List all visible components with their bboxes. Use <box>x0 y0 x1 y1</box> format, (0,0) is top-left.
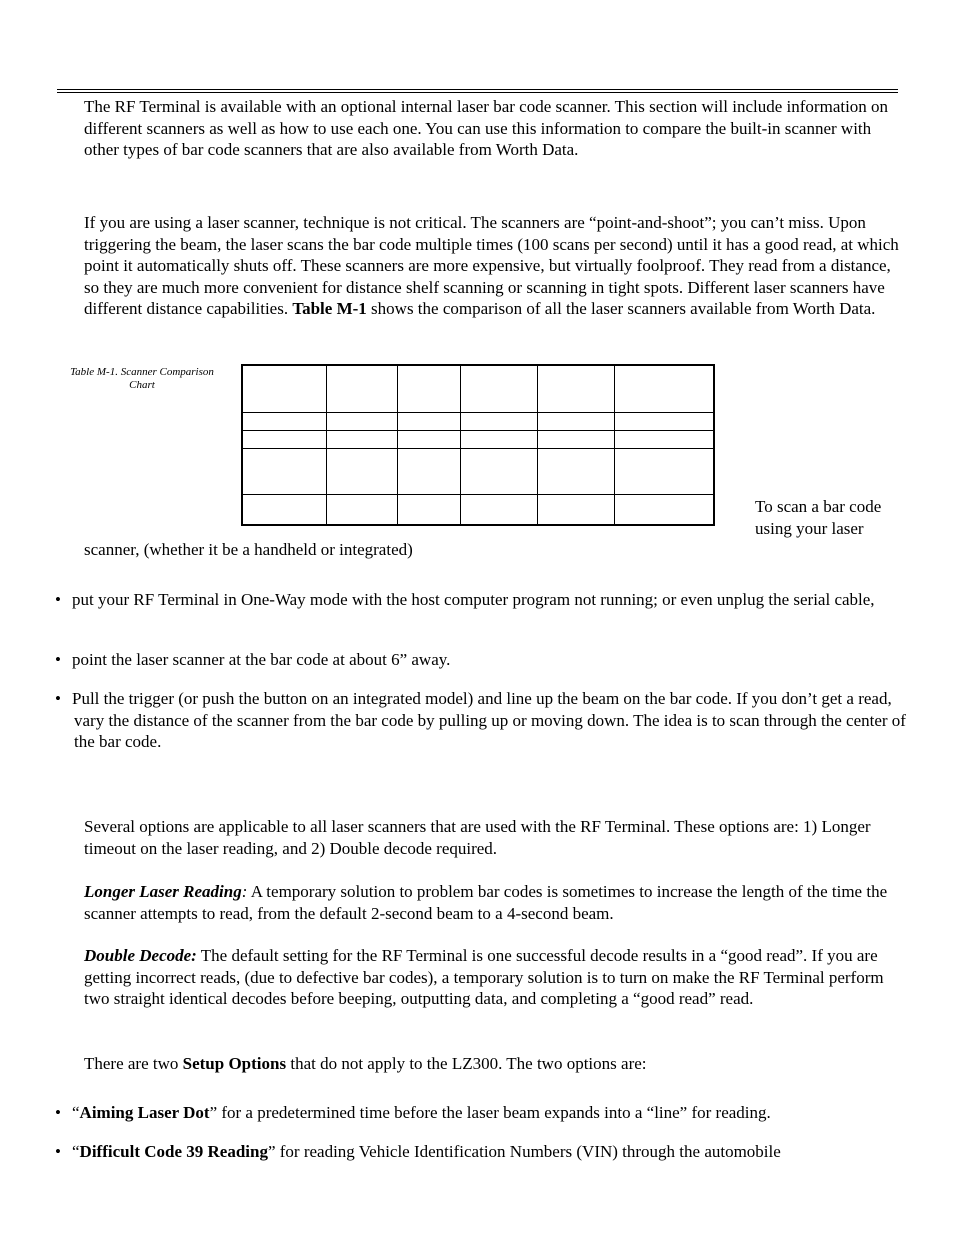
table-caption: Table M-1. Scanner Comparison Chart <box>70 366 214 391</box>
table-cell <box>327 448 398 494</box>
table-cell <box>538 430 615 448</box>
table-cell <box>538 494 615 525</box>
header-rule-top <box>57 89 898 90</box>
scan-step-1 <box>55 589 919 611</box>
setup-options-paragraph <box>84 1053 904 1075</box>
quote-open: “ <box>72 1142 80 1161</box>
header-rule-bottom <box>57 92 898 93</box>
table-row <box>242 412 714 430</box>
table-cell <box>398 412 461 430</box>
technique-paragraph <box>84 212 904 320</box>
bullet-mark: • <box>55 1103 61 1122</box>
table-cell <box>461 430 538 448</box>
scan-step-text: Pull the trigger (or push the button on an integrated model) and line up the beam on the bar code. If you don’t get a read, vary the distance of the scanner from the bar code by pulling up or moving down. The idea is to scan through the center of the bar code. <box>72 689 906 751</box>
setup-option-difficult-code39 <box>55 1141 919 1163</box>
technique-text-before: If you are using a laser scanner, technique is not critical. The scanners are “point-and-shoot”; you can’t miss. Upon triggering the beam, the laser scans the bar code multiple times (100 scans per second) until it has a good read, at which point it automatically shuts off. These scanners are more expensive, but virtually foolproof. They read from a distance, so they are much more convenient for distance shelf scanning or scanning in tight spots. Different laser scanners have different distance capabilities. <box>84 213 899 318</box>
bullet-mark: • <box>55 590 61 609</box>
setup-option-name: Difficult Code 39 Reading <box>79 1142 268 1161</box>
longer-laser-colon: : <box>241 882 248 901</box>
table-cell <box>398 494 461 525</box>
scan-instruction-continuation: scanner, (whether it be a handheld or integrated) <box>84 540 413 559</box>
table-cell <box>461 412 538 430</box>
options-intro-paragraph: Several options are applicable to all laser scanners that are used with the RF Terminal. These options are: 1) Longer timeout on the laser reading, and 2) Double decode required. <box>84 817 871 858</box>
table-cell <box>398 430 461 448</box>
longer-laser-label: Longer Laser Reading <box>84 882 242 901</box>
setup-text-after: that do not apply to the LZ300. The two options are: <box>286 1054 647 1073</box>
scan-instruction-side-text: To scan a bar code using your laser <box>755 497 882 538</box>
scan-step-3 <box>55 688 919 753</box>
table-reference: Table M-1 <box>292 299 367 318</box>
bullet-mark: • <box>55 689 61 708</box>
table-cell <box>327 412 398 430</box>
table-cell <box>398 365 461 412</box>
table-row <box>242 448 714 494</box>
table-cell <box>615 430 715 448</box>
table-cell <box>242 365 327 412</box>
setup-option-aiming-dot <box>55 1102 919 1124</box>
double-decode-paragraph <box>84 945 904 1010</box>
table-cell <box>398 448 461 494</box>
table-row <box>242 494 714 525</box>
table-cell <box>538 448 615 494</box>
table-cell <box>615 494 715 525</box>
setup-option-name: Aiming Laser Dot <box>79 1103 210 1122</box>
double-decode-label: Double Decode: <box>84 946 197 965</box>
table-cell <box>242 494 327 525</box>
table-cell <box>615 365 715 412</box>
bullet-mark: • <box>55 1142 61 1161</box>
table-cell <box>461 448 538 494</box>
scan-step-text: point the laser scanner at the bar code at about 6” away. <box>72 650 451 669</box>
table-cell <box>461 365 538 412</box>
table-cell <box>461 494 538 525</box>
table-cell <box>615 412 715 430</box>
intro-paragraph: The RF Terminal is available with an optional internal laser bar code scanner. This section will include information on different scanners as well as how to use each one. You can use this information to compare the built-in scanner with other types of bar code scanners that are also available from Worth Data. <box>84 97 889 159</box>
setup-option-desc: ” for reading Vehicle Identification Numbers (VIN) through the automobile <box>267 1142 781 1161</box>
table-cell <box>242 448 327 494</box>
setup-text-before: There are two <box>84 1054 183 1073</box>
table-cell <box>242 412 327 430</box>
table-cell <box>538 365 615 412</box>
table-cell <box>615 448 715 494</box>
bullet-mark: • <box>55 650 61 669</box>
table-cell <box>327 494 398 525</box>
longer-laser-paragraph <box>84 881 904 924</box>
scan-step-2 <box>55 649 919 671</box>
quote-open: “ <box>72 1103 80 1122</box>
table-cell <box>327 430 398 448</box>
setup-options-bold: Setup Options <box>182 1054 287 1073</box>
table-cell <box>242 430 327 448</box>
table-cell <box>327 365 398 412</box>
double-decode-text: The default setting for the RF Terminal is one successful decode results in a “good read”. If you are getting incorrect reads, (due to defective bar codes), a temporary solution is to turn on make the RF Terminal perform two straight identical decodes before beeping, outputting data, and completing a “good read” read. <box>84 946 884 1008</box>
technique-text-after: shows the comparison of all the laser scanners available from Worth Data. <box>366 299 876 318</box>
table-cell <box>538 412 615 430</box>
scan-step-text: put your RF Terminal in One-Way mode with the host computer program not running; or even unplug the serial cable, <box>72 590 875 609</box>
table-row <box>242 430 714 448</box>
scanner-comparison-table <box>241 364 715 526</box>
table-header-row <box>242 365 714 412</box>
setup-option-desc: ” for a predetermined time before the laser beam expands into a “line” for reading. <box>209 1103 771 1122</box>
longer-laser-text: A temporary solution to problem bar codes is sometimes to increase the length of the time the scanner attempts to read, from the default 2-second beam to a 4-second beam. <box>84 882 888 923</box>
